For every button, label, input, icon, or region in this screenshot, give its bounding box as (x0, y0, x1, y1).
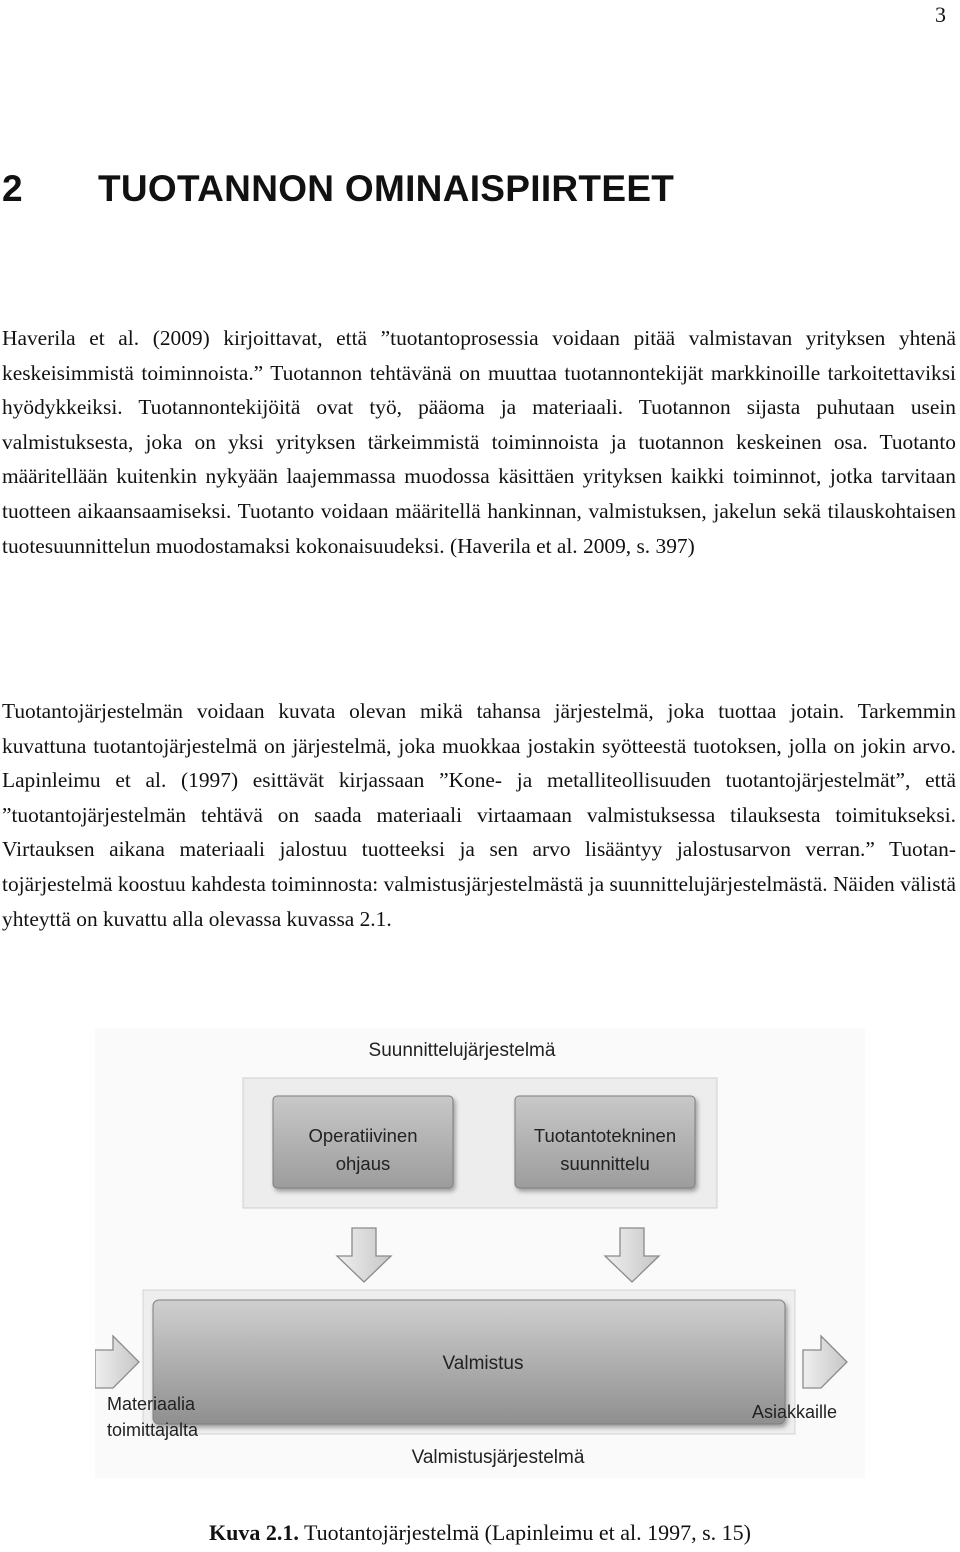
chapter-heading (2, 168, 674, 210)
figure-caption (0, 1520, 960, 1546)
production-engineering-line-2: suunnittelu (560, 1153, 650, 1174)
production-system-diagram (95, 1028, 865, 1478)
body-paragraph-2: Tuotantojärjestelmän voidaan kuvata olevan mikä tahansa järjestelmä, joka tuottaa jotain. Tarkemmin kuvattuna tuotantojärjestelmä on järjestelmä, joka muokkaa jostakin syötteestä tuotoksen, jolla on jokin arvo. Lapinleimu et al. (1997) esittävät kirjassaan ”Kone- ja metalliteollisuuden tuotantojärjestelmät”, että ”tuotantojärjestelmän tehtävä on saada materiaali virtaamaan valmistuksessa tilauksesta toimitukseksi. Virtauksen aikana materiaali jalostuu tuotteeksi ja sen arvo lisääntyy jalostusarvon verran.” Tuotantojärjestelmä koostuu kahdesta toiminnosta: valmistusjärjestelmästä ja suunnittelujärjestelmästä. Näiden välistä yhteyttä on kuvattu alla olevassa kuvassa 2.1. (2, 699, 956, 931)
chapter-number: 2 (2, 168, 23, 209)
chapter-title: TUOTANNON OMINAISPIIRTEET (98, 168, 675, 209)
body-paragraph-1: Haverila et al. (2009) kirjoittavat, että ”tuotantoprosessia voidaan pitää valmistavan yrityksen yhtenä keskeisimmistä toiminnoista.” Tuotannon tehtävänä on muuttaa tuotannontekijät markkinoille tarkoitettaviksi hyödykkeiksi. Tuotannontekijöitä ovat työ, pääoma ja materiaali. Tuotannon sijasta puhutaan usein valmistuksesta, joka on yksi yrityksen tärkeimmistä toiminnoista ja tuotannon keskeinen osa. Tuotanto määritellään kuitenkin nykyään laajemmassa muodossa käsittäen yrityksen kaikki toiminnot, jotka tarvitaan tuotteen aikaansaamiseksi. Tuotanto voidaan määritellä hankinnan, valmistuksen, jakelun sekä tilauskohtaisen tuotesuunnittelun muodostamaksi kokonaisuudeksi. (Haverila et al. 2009, s. 397) (2, 326, 956, 558)
production-engineering-line-1: Tuotantotekninen (533, 1125, 677, 1146)
operational-control-line-2: ohjaus (335, 1153, 391, 1174)
caption-prefix: Kuva 2.1. (208, 1520, 299, 1545)
input-label-line-2: toimittajalta (107, 1420, 199, 1440)
manufacturing-system-label: Valmistusjärjestelmä (411, 1447, 585, 1468)
output-label: Asiakkaille (752, 1402, 838, 1422)
manufacturing-label: Valmistus (442, 1353, 524, 1374)
page-number: 3 (935, 2, 946, 27)
caption-text: Tuotantojärjestelmä (Lapinleimu et al. 1997, s. 15) (298, 1520, 751, 1545)
input-label-line-1: Materiaalia (107, 1394, 196, 1414)
operational-control-line-1: Operatiivinen (308, 1125, 418, 1146)
planning-system-label: Suunnittelujärjestelmä (368, 1040, 556, 1061)
production-system-figure (95, 1028, 865, 1478)
